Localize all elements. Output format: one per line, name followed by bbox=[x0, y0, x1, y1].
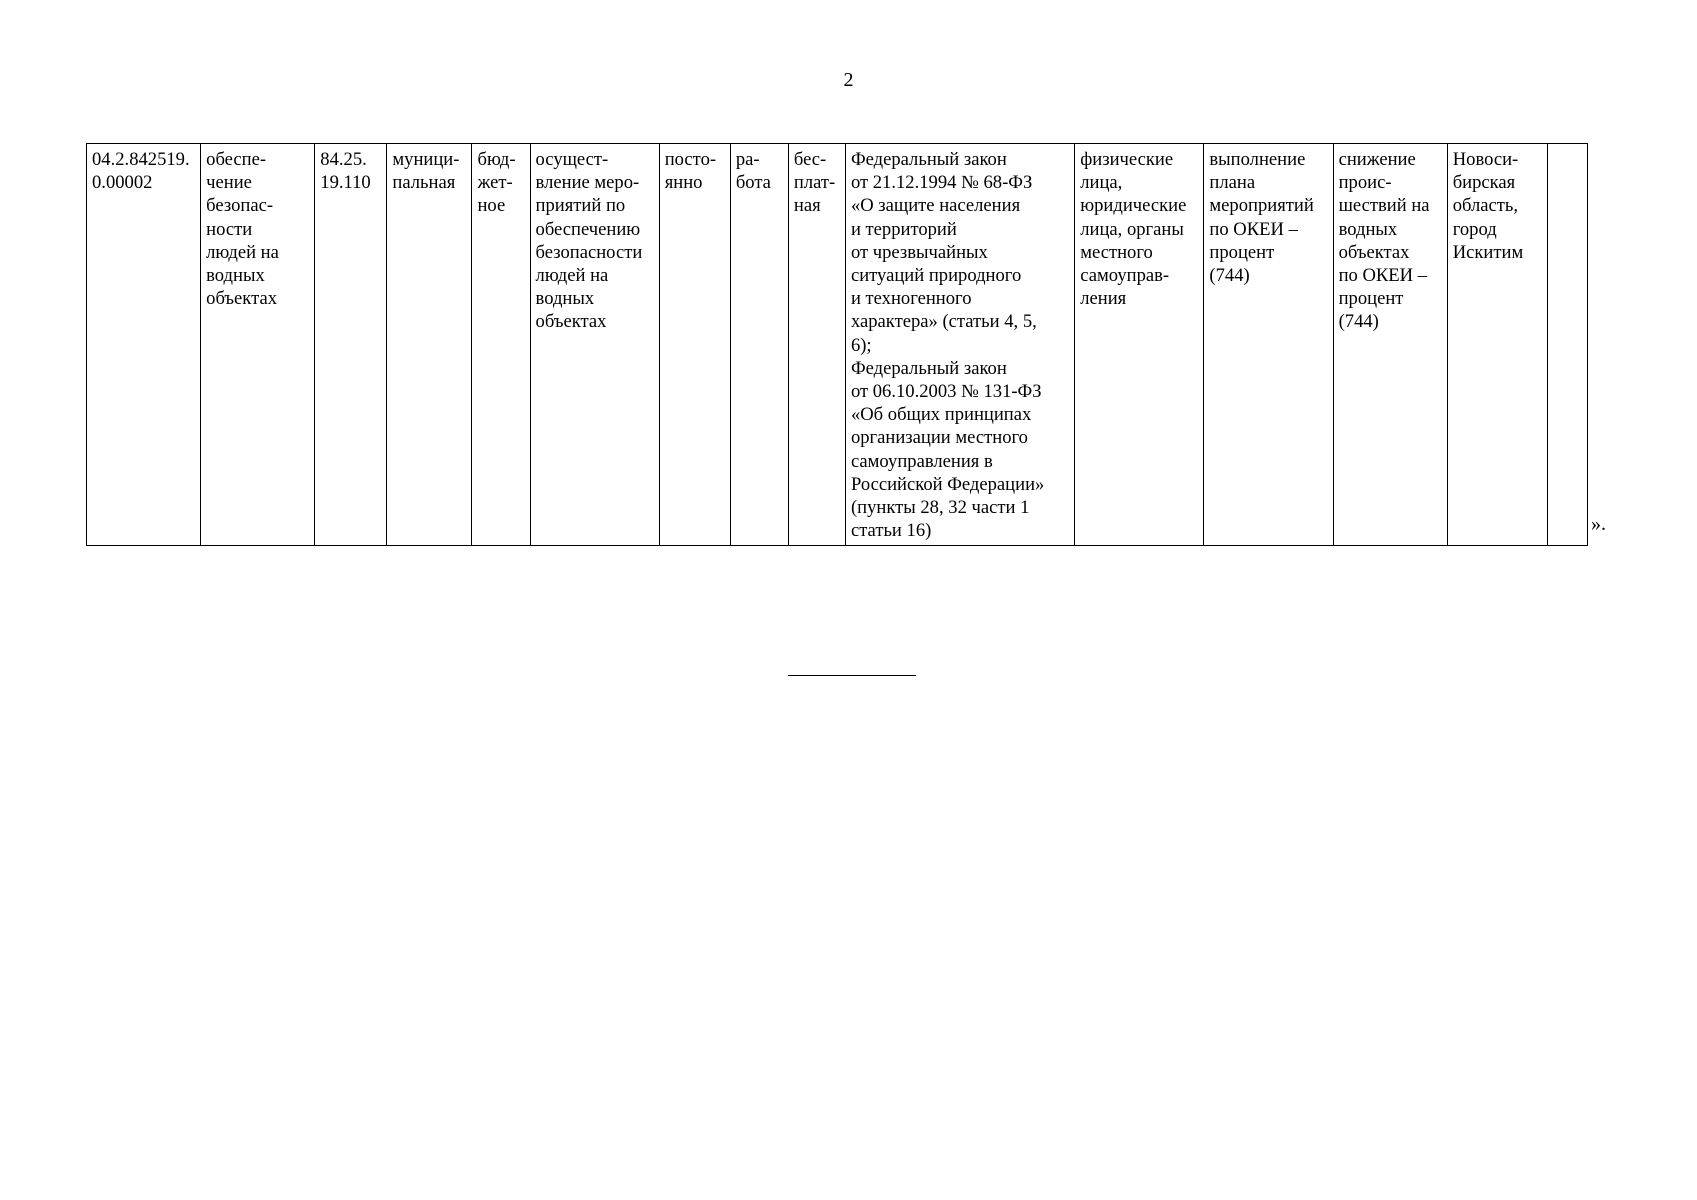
separator-line bbox=[788, 675, 916, 676]
table-row bbox=[87, 144, 1588, 546]
consumers-cell: физические лица, юридические лица, органы местного самоуправ- ления bbox=[1075, 144, 1204, 546]
quality-indicator-cell: снижение проис- шествий на водных объектах по ОКЕИ – процент (744) bbox=[1333, 144, 1447, 546]
legal-basis-cell: Федеральный закон от 21.12.1994 № 68-ФЗ «О защите населения и территорий от чрезвычайных ситуаций природного и техногенного характера» (статьи 4, 5, 6); Федеральный закон от 06.10.2003 № 131-ФЗ «Об общих принципах организации местного самоуправления в Российской Федерации» (пункты 28, 32 части 1 статьи 16) bbox=[845, 144, 1074, 546]
volume-indicator-cell: выполнение плана мероприятий по ОКЕИ – процент (744) bbox=[1204, 144, 1333, 546]
payment-cell: бес- плат- ная bbox=[788, 144, 845, 546]
service-kind-cell: ра- бота bbox=[730, 144, 788, 546]
registry-table bbox=[86, 143, 1588, 546]
periodicity-cell: посто- янно bbox=[659, 144, 730, 546]
service-name-cell: обеспе- чение безопас- ности людей на водных объектах bbox=[201, 144, 315, 546]
institution-type-cell: бюд- жет- ное bbox=[472, 144, 530, 546]
service-content-cell: осущест- вление меро- приятий по обеспечению безопасности людей на водных объектах bbox=[530, 144, 659, 546]
okved-code-cell: 84.25. 19.110 bbox=[315, 144, 387, 546]
empty-cell bbox=[1547, 144, 1587, 546]
page-number: 2 bbox=[843, 69, 854, 91]
location-cell: Новоси- бирская область, город Искитим bbox=[1447, 144, 1547, 546]
service-type-cell: муници- пальная bbox=[387, 144, 472, 546]
registry-number-cell: 04.2.842519. 0.00002 bbox=[87, 144, 201, 546]
closing-quote: ». bbox=[1591, 513, 1606, 535]
